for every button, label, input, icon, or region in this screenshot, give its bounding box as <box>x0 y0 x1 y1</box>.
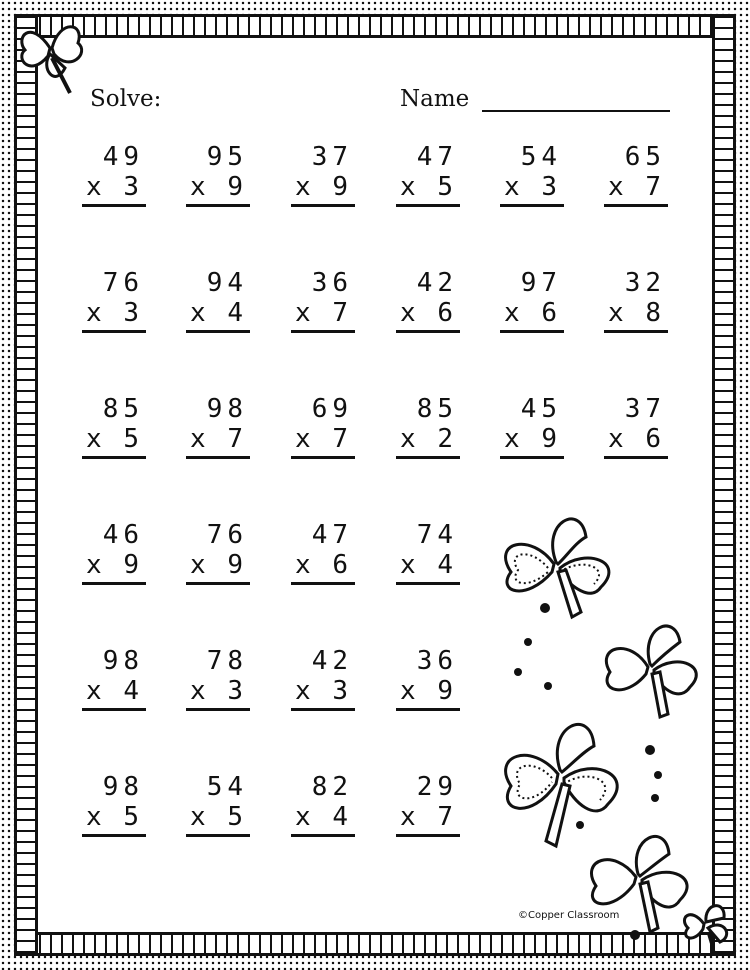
answer-line[interactable] <box>291 204 355 207</box>
multiplication-problem <box>291 646 361 716</box>
multiplication-problem <box>291 394 361 464</box>
multiplicand: 32 <box>624 268 666 298</box>
answer-line[interactable] <box>82 456 146 459</box>
multiplication-problem <box>186 142 256 212</box>
multiplier: 9 <box>541 424 562 454</box>
multiplicand: 37 <box>624 394 666 424</box>
answer-line[interactable] <box>396 582 460 585</box>
times-sign: x <box>400 424 416 454</box>
times-sign: x <box>295 802 311 832</box>
multiplicand: 36 <box>416 646 458 676</box>
times-sign: x <box>190 550 206 580</box>
multiplier: 7 <box>645 172 666 202</box>
multiplier: 3 <box>123 172 144 202</box>
multiplicand: 98 <box>206 394 248 424</box>
answer-line[interactable] <box>291 834 355 837</box>
multiplier: 6 <box>437 298 458 328</box>
multiplication-problem <box>500 142 570 212</box>
answer-line[interactable] <box>396 456 460 459</box>
name-label: Name <box>400 86 470 112</box>
multiplication-problem <box>500 268 570 338</box>
multiplication-problem <box>291 142 361 212</box>
answer-line[interactable] <box>82 330 146 333</box>
answer-line[interactable] <box>291 330 355 333</box>
multiplier: 5 <box>437 172 458 202</box>
times-sign: x <box>190 676 206 706</box>
multiplier: 7 <box>332 298 353 328</box>
multiplicand: 42 <box>416 268 458 298</box>
answer-line[interactable] <box>82 582 146 585</box>
multiplication-problem <box>604 394 674 464</box>
answer-line[interactable] <box>604 204 668 207</box>
times-sign: x <box>86 676 102 706</box>
answer-line[interactable] <box>500 456 564 459</box>
multiplier: 7 <box>227 424 248 454</box>
multiplicand: 45 <box>520 394 562 424</box>
multiplication-problem <box>396 646 466 716</box>
multiplicand: 85 <box>102 394 144 424</box>
multiplicand: 47 <box>311 520 353 550</box>
multiplier: 5 <box>227 802 248 832</box>
multiplier: 7 <box>332 424 353 454</box>
multiplier: 7 <box>437 802 458 832</box>
answer-line[interactable] <box>291 582 355 585</box>
multiplication-problem <box>291 520 361 590</box>
multiplication-problem <box>396 268 466 338</box>
multiplicand: 54 <box>206 772 248 802</box>
multiplication-problem <box>291 772 361 842</box>
solve-label: Solve: <box>90 86 162 112</box>
answer-line[interactable] <box>186 834 250 837</box>
times-sign: x <box>295 424 311 454</box>
multiplier: 3 <box>332 676 353 706</box>
times-sign: x <box>400 172 416 202</box>
answer-line[interactable] <box>186 456 250 459</box>
answer-line[interactable] <box>396 708 460 711</box>
multiplier: 9 <box>123 550 144 580</box>
multiplication-problem <box>82 142 152 212</box>
times-sign: x <box>504 298 520 328</box>
times-sign: x <box>190 172 206 202</box>
answer-line[interactable] <box>186 204 250 207</box>
copyright-text: ©Copper Classroom <box>518 910 620 921</box>
multiplication-problem <box>396 142 466 212</box>
multiplication-problem <box>82 268 152 338</box>
multiplicand: 76 <box>102 268 144 298</box>
shamrock-icon <box>10 8 90 98</box>
multiplier: 9 <box>227 550 248 580</box>
answer-line[interactable] <box>82 708 146 711</box>
times-sign: x <box>504 424 520 454</box>
multiplication-problem <box>186 772 256 842</box>
multiplicand: 94 <box>206 268 248 298</box>
multiplier: 2 <box>437 424 458 454</box>
answer-line[interactable] <box>500 330 564 333</box>
multiplier: 6 <box>332 550 353 580</box>
multiplicand: 76 <box>206 520 248 550</box>
multiplication-problem <box>82 646 152 716</box>
answer-line[interactable] <box>291 456 355 459</box>
times-sign: x <box>86 298 102 328</box>
times-sign: x <box>608 298 624 328</box>
times-sign: x <box>295 298 311 328</box>
multiplication-problem <box>500 394 570 464</box>
times-sign: x <box>86 550 102 580</box>
multiplier: 8 <box>645 298 666 328</box>
worksheet-header <box>90 86 680 116</box>
answer-line[interactable] <box>291 708 355 711</box>
multiplicand: 98 <box>102 646 144 676</box>
multiplier: 3 <box>123 298 144 328</box>
border-stripe-left <box>17 17 38 953</box>
times-sign: x <box>86 802 102 832</box>
multiplicand: 36 <box>311 268 353 298</box>
multiplicand: 47 <box>416 142 458 172</box>
multiplicand: 78 <box>206 646 248 676</box>
multiplication-problem <box>291 268 361 338</box>
multiplication-problem <box>604 142 674 212</box>
answer-line[interactable] <box>396 204 460 207</box>
multiplier: 9 <box>437 676 458 706</box>
border-stripe-right <box>712 17 733 953</box>
multiplication-problem <box>396 394 466 464</box>
decorative-dots <box>500 600 680 950</box>
times-sign: x <box>190 802 206 832</box>
answer-line[interactable] <box>186 330 250 333</box>
multiplicand: 69 <box>311 394 353 424</box>
answer-line[interactable] <box>186 708 250 711</box>
multiplication-problem <box>82 772 152 842</box>
multiplicand: 98 <box>102 772 144 802</box>
multiplier: 6 <box>541 298 562 328</box>
answer-line[interactable] <box>396 834 460 837</box>
multiplication-problem <box>396 772 466 842</box>
multiplicand: 82 <box>311 772 353 802</box>
multiplication-problem <box>186 646 256 716</box>
times-sign: x <box>86 424 102 454</box>
times-sign: x <box>400 550 416 580</box>
multiplier: 9 <box>332 172 353 202</box>
answer-line[interactable] <box>82 834 146 837</box>
multiplication-problem <box>186 268 256 338</box>
multiplier: 6 <box>645 424 666 454</box>
shamrock-icon <box>676 896 736 956</box>
multiplicand: 29 <box>416 772 458 802</box>
times-sign: x <box>400 676 416 706</box>
multiplier: 4 <box>123 676 144 706</box>
multiplier: 5 <box>123 424 144 454</box>
multiplier: 4 <box>437 550 458 580</box>
times-sign: x <box>608 424 624 454</box>
multiplicand: 49 <box>102 142 144 172</box>
multiplicand: 74 <box>416 520 458 550</box>
times-sign: x <box>400 802 416 832</box>
times-sign: x <box>608 172 624 202</box>
times-sign: x <box>295 550 311 580</box>
border-stripe-top <box>17 17 733 38</box>
multiplier: 3 <box>227 676 248 706</box>
multiplicand: 95 <box>206 142 248 172</box>
answer-line[interactable] <box>82 204 146 207</box>
multiplier: 5 <box>123 802 144 832</box>
multiplicand: 42 <box>311 646 353 676</box>
times-sign: x <box>190 298 206 328</box>
answer-line[interactable] <box>604 330 668 333</box>
multiplication-problem <box>186 394 256 464</box>
answer-line[interactable] <box>396 330 460 333</box>
multiplicand: 37 <box>311 142 353 172</box>
answer-line[interactable] <box>500 204 564 207</box>
multiplicand: 54 <box>520 142 562 172</box>
multiplicand: 97 <box>520 268 562 298</box>
multiplication-problem <box>604 268 674 338</box>
multiplicand: 65 <box>624 142 666 172</box>
multiplication-problem <box>396 520 466 590</box>
times-sign: x <box>400 298 416 328</box>
times-sign: x <box>504 172 520 202</box>
name-field[interactable] <box>482 110 670 112</box>
times-sign: x <box>295 172 311 202</box>
times-sign: x <box>190 424 206 454</box>
multiplier: 4 <box>332 802 353 832</box>
times-sign: x <box>295 676 311 706</box>
times-sign: x <box>86 172 102 202</box>
multiplier: 4 <box>227 298 248 328</box>
multiplier: 3 <box>541 172 562 202</box>
answer-line[interactable] <box>604 456 668 459</box>
multiplication-problem <box>82 520 152 590</box>
multiplication-problem <box>186 520 256 590</box>
answer-line[interactable] <box>186 582 250 585</box>
multiplicand: 46 <box>102 520 144 550</box>
multiplication-problem <box>82 394 152 464</box>
multiplier: 9 <box>227 172 248 202</box>
multiplicand: 85 <box>416 394 458 424</box>
